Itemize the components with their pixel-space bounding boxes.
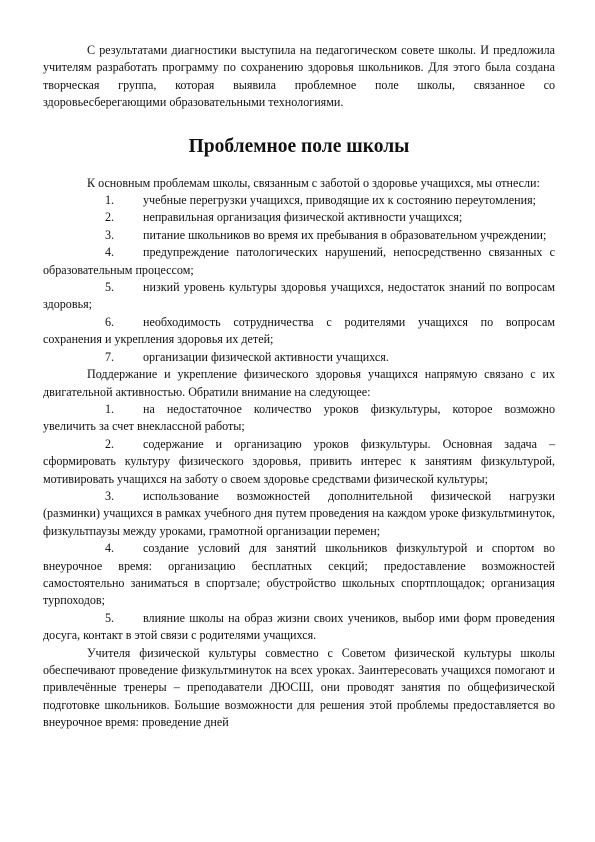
item-number: 1. bbox=[105, 193, 115, 208]
item-text: влияние школы на образ жизни своих учеников, выбор ими форм проведения досуга, контакт в этой связи с родителями учащихся. bbox=[43, 610, 555, 643]
problem-item bbox=[43, 349, 555, 366]
problem-item bbox=[43, 209, 555, 226]
item-number: 4. bbox=[105, 541, 115, 556]
item-text: организации физической активности учащихся. bbox=[143, 349, 389, 364]
activity-item bbox=[43, 610, 555, 645]
item-number: 2. bbox=[105, 436, 115, 451]
activity-lead-paragraph: Поддержание и укрепление физического здоровья учащихся напрямую связано с их двигательной активностью. Обратили внимание на следующее: bbox=[43, 367, 555, 399]
item-text: необходимость сотрудничества с родителями учащихся по вопросам сохранения и укрепления здоровья их детей; bbox=[43, 314, 555, 347]
item-text: на недостаточное количество уроков физкультуры, которое возможно увеличить за счет внеклассной работы; bbox=[43, 401, 555, 434]
item-number: 7. bbox=[105, 349, 115, 364]
item-text: использование возможностей дополнительной физической нагрузки (разминки) учащихся в рамках учебного дня путем проведения на каждом уроке физкультминуток, физкультпаузы между уроками, грамотной организации перемен; bbox=[43, 488, 555, 538]
problem-item bbox=[43, 227, 555, 244]
closing-paragraph: Учителя физической культуры совместно с Советом физической культуры школы обеспечивают проведение физкультминуток на всех уроках. Заинтересовать учащихся помогают и привлечённые тренеры – преподаватели ДЮСШ, они проводят занятия по общефизической подготовке школьников. Большие возможности для решения этой проблемы предоставляется во внеурочное время: проведение дней bbox=[43, 645, 555, 730]
item-text: неправильная организация физической активности учащихся; bbox=[143, 210, 463, 225]
activity-item bbox=[43, 436, 555, 488]
item-number: 6. bbox=[105, 314, 115, 329]
item-text: низкий уровень культуры здоровья учащихся, недостаток знаний по вопросам здоровья; bbox=[43, 280, 555, 312]
item-text: создание условий для занятий школьников физкультурой и спортом во внеурочное время: организацию бесплатных секций; предоставление возможностей самостоятельно заниматься в спортзале; обустройство школьных спортплощадок; организация турпоходов; bbox=[43, 541, 555, 608]
problem-item bbox=[43, 192, 555, 209]
intro-paragraph: С результатами диагностики выступила на педагогическом совете школы. И предложила учителям разработать программу по сохранению здоровья школьников. Для этого была создана творческая группа, которая выявила проблемное поле школы, связанное со здоровьесберегающими образовательными технологиями. bbox=[43, 43, 555, 110]
problem-item bbox=[43, 279, 555, 314]
item-number: 3. bbox=[105, 227, 115, 242]
item-text: содержание и организацию уроков физкультуры. Основная задача – сформировать культуру физического здоровья, привить интерес к занятиям физкультурой, мотивировать учащихся на заботу о своем здоровье средствами физической культуры; bbox=[43, 436, 555, 486]
problems-lead-paragraph: К основным проблемам школы, связанным с заботой о здоровье учащихся, мы отнесли: bbox=[87, 175, 540, 190]
item-text: питание школьников во время их пребывания в образовательном учреждении; bbox=[143, 227, 547, 242]
item-number: 5. bbox=[105, 280, 115, 295]
item-number: 3. bbox=[105, 488, 115, 503]
section-title: Проблемное поле школы bbox=[188, 135, 410, 157]
item-number: 1. bbox=[105, 401, 115, 416]
document-page bbox=[43, 42, 555, 732]
activity-item bbox=[43, 540, 555, 610]
problem-item bbox=[43, 314, 555, 349]
item-number: 4. bbox=[105, 245, 115, 260]
activity-item bbox=[43, 401, 555, 436]
activity-item bbox=[43, 488, 555, 540]
item-text: предупреждение патологических нарушений, непосредственно связанных с образовательным процессом; bbox=[43, 245, 555, 277]
item-text: учебные перегрузки учащихся, приводящие их к состоянию переутомления; bbox=[143, 193, 536, 208]
item-number: 5. bbox=[105, 610, 115, 625]
problem-item bbox=[43, 244, 555, 279]
problems-list bbox=[43, 192, 555, 366]
item-number: 2. bbox=[105, 210, 115, 225]
activity-list bbox=[43, 401, 555, 645]
